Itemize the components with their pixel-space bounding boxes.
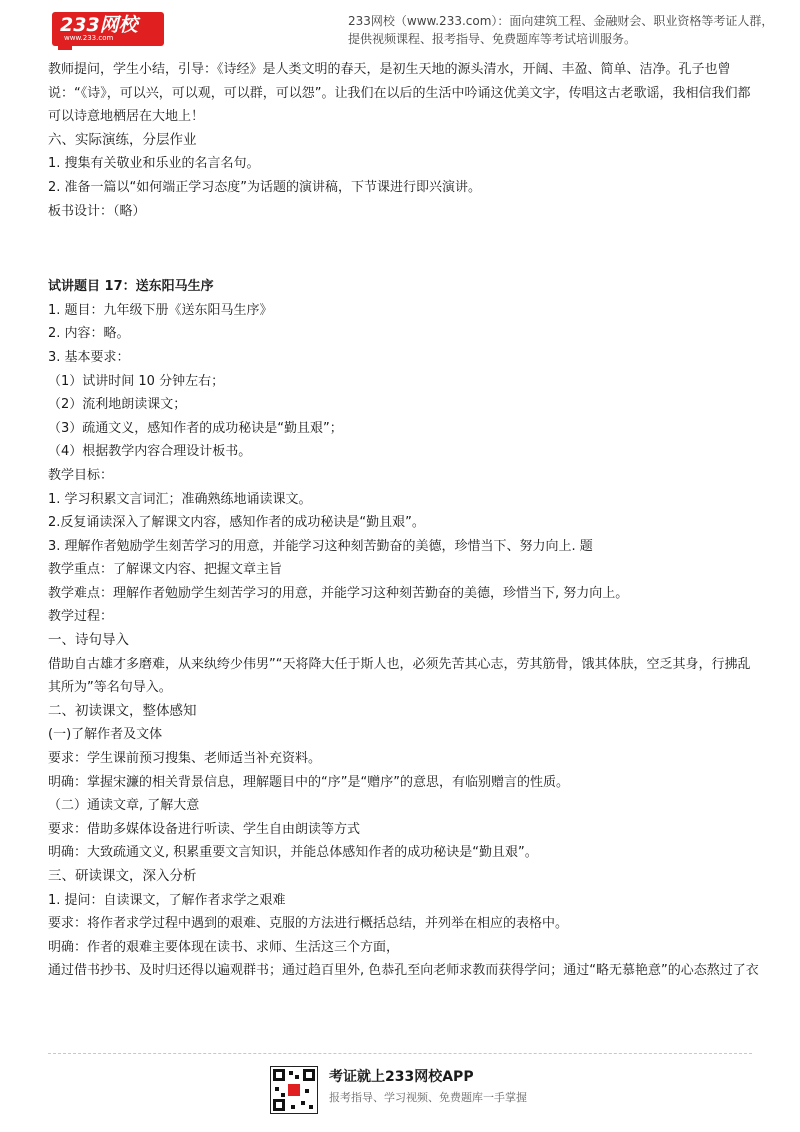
- paragraph: （2）流利地朗读课文；: [48, 397, 187, 413]
- paragraph: （1）试讲时间 10 分钟左右；: [48, 373, 225, 389]
- section-heading: 一、诗句导入: [48, 632, 129, 649]
- paragraph: 2. 内容：略。: [48, 326, 130, 342]
- qr-dot: [301, 1101, 305, 1105]
- paragraph: 通过借书抄书、及时归还得以遍观群书；通过趋百里外, 色恭孔至向老师求教而获得学问；通过“略无慕艳意”的心态熬过了衣: [48, 963, 759, 979]
- paragraph: 1. 提问：自读课文，了解作者求学之艰难: [48, 892, 286, 908]
- paragraph: 2.反复诵读深入了解课文内容，感知作者的成功秘诀是“勤且艰”。: [48, 515, 425, 531]
- paragraph: 3. 基本要求：: [48, 349, 130, 365]
- paragraph: 教学目标：: [48, 467, 114, 483]
- paragraph: 教师提问，学生小结，引导：《诗经》是人类文明的春天，是初生天地的源头清水，开阔、丰盈、简单、洁净。孔子也曾说：“《诗》，可以兴，可以观，可以群，可以怨”。让我们在以后的生活中吟诵这优美文字，传唱这古老歌谣，我相信我们都可以诗意地栖居在大地上！: [48, 62, 751, 125]
- qr-finder: [273, 1069, 285, 1081]
- section-heading: 二、初读课文，整体感知: [48, 702, 197, 719]
- qr-code-icon[interactable]: [270, 1066, 318, 1114]
- paragraph: 明确：掌握宋濂的相关背景信息，理解题目中的“序”是“赠序”的意思，有临别赠言的性质。: [48, 774, 569, 790]
- header-description: [348, 12, 774, 48]
- logo-text: 233网校: [60, 14, 138, 36]
- qr-dot: [305, 1089, 309, 1093]
- paragraph: 借助自古雄才多磨难，从来纨绔少伟男”“天将降大任于斯人也，必须先苦其心志，劳其筋骨，饿其体肤，空乏其身，行拂乱其所为”等名句导入。: [48, 656, 751, 696]
- paragraph: 2. 准备一篇以“如何端正学习态度”为话题的演讲稿，下节课进行即兴演讲。: [48, 179, 482, 195]
- paragraph: （二）通读文章, 了解大意: [48, 798, 200, 814]
- document-body: [48, 58, 760, 983]
- logo-url: www.233.com: [64, 34, 114, 42]
- qr-dot: [281, 1093, 285, 1097]
- paragraph: （3）疏通文义，感知作者的成功秘诀是“勤且艰”；: [48, 420, 343, 436]
- paragraph: 板书设计：（略）: [48, 203, 146, 219]
- qr-finder: [303, 1069, 315, 1081]
- logo-accent: [58, 46, 72, 50]
- header-desc-line: 提供视频课程、报考指导、免费题库等考试培训服务。: [348, 32, 637, 46]
- paragraph: 要求：学生课前预习搜集、老师适当补充资料。: [48, 751, 322, 767]
- paragraph: (一)了解作者及文体: [48, 727, 163, 743]
- footer-app-subtitle: 报考指导、学习视频、免费题库一手掌握: [329, 1091, 527, 1104]
- qr-dot: [289, 1071, 293, 1075]
- paragraph: 明确：作者的艰难主要体现在读书、求师、生活这三个方面，: [48, 939, 400, 955]
- spacer: [48, 223, 760, 275]
- section-heading: 三、研读课文，深入分析: [48, 868, 197, 884]
- qr-dot: [309, 1105, 313, 1109]
- qr-dot: [295, 1075, 299, 1079]
- paragraph: 要求：将作者求学过程中遇到的艰难、克服的方法进行概括总结，并列举在相应的表格中。: [48, 916, 569, 932]
- paragraph: 1. 搜集有关敬业和乐业的名言名句。: [48, 156, 260, 172]
- qr-dot: [291, 1105, 295, 1109]
- paragraph: 教学难点：理解作者勉励学生刻苦学习的用意，并能学习这种刻苦勤奋的美德，珍惜当下, 努力向上。: [48, 585, 629, 601]
- paragraph: 教学过程：: [48, 609, 114, 625]
- qr-center-logo: [288, 1084, 300, 1096]
- paragraph: 3. 理解作者勉励学生刻苦学习的用意，并能学习这种刻苦勤奋的美德，珍惜当下、努力向上. 题: [48, 538, 593, 554]
- lecture-title: 试讲题目 17：送东阳马生序: [48, 279, 214, 295]
- qr-finder: [273, 1099, 285, 1111]
- page-header: [0, 0, 800, 50]
- qr-dot: [275, 1087, 279, 1091]
- paragraph: 明确：大致疏通文义, 积累重要文言知识，并能总体感知作者的成功秘诀是“勤且艰”。: [48, 845, 538, 861]
- footer-divider: [48, 1053, 752, 1054]
- section-heading: 六、实际演练，分层作业: [48, 131, 197, 148]
- paragraph: （4）根据教学内容合理设计板书。: [48, 444, 252, 460]
- paragraph: 1. 题目：九年级下册《送东阳马生序》: [48, 302, 273, 318]
- paragraph: 1. 学习积累文言词汇；准确熟练地诵读课文。: [48, 491, 312, 507]
- paragraph: 要求：借助多媒体设备进行听读、学生自由朗读等方式: [48, 821, 361, 837]
- paragraph: 教学重点：了解课文内容、把握文章主旨: [48, 562, 283, 578]
- brand-logo[interactable]: [52, 12, 164, 46]
- header-desc-line: 233网校（www.233.com）：面向建筑工程、金融财会、职业资格等考证人群，: [348, 14, 774, 28]
- footer-app-title[interactable]: 考证就上233网校APP: [329, 1069, 474, 1085]
